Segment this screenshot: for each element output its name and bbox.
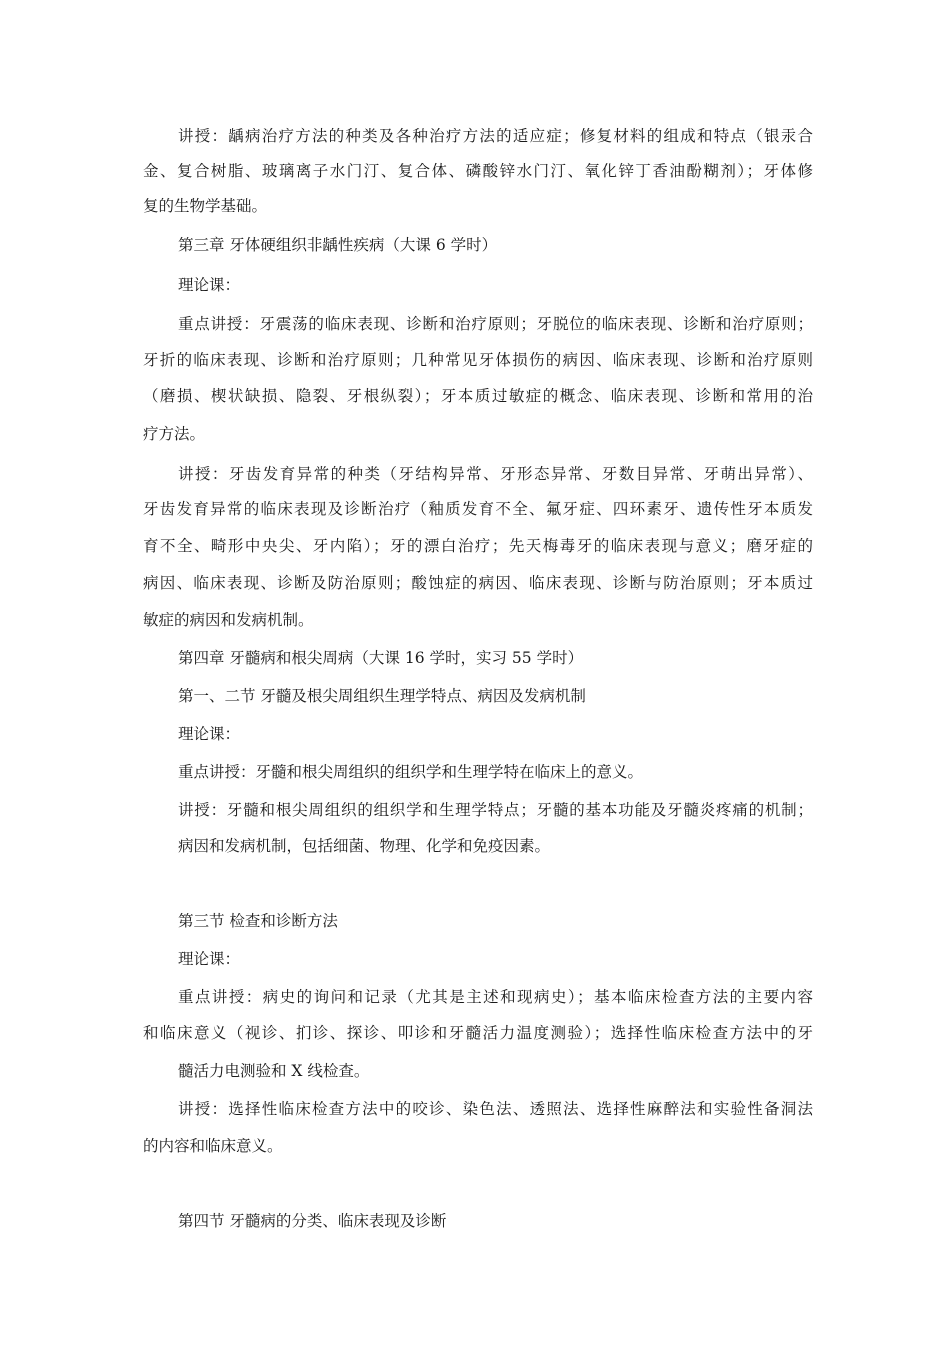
section-label: 理论课： xyxy=(178,725,241,743)
text-line: 病因和发病机制，包括细菌、物理、化学和免疫因素。 xyxy=(178,837,551,855)
text-line: 疗方法。 xyxy=(143,425,206,443)
text-line: 重点讲授：牙震荡的临床表现、诊断和治疗原则；牙脱位的临床表现、诊断和治疗原则； xyxy=(178,315,813,333)
text-line: 牙齿发育异常的临床表现及诊断治疗（釉质发育不全、氟牙症、四环素牙、遗传性牙本质发 xyxy=(143,500,813,518)
text-line: 讲授：选择性临床检查方法中的咬诊、染色法、透照法、选择性麻醉法和实验性备洞法 xyxy=(178,1100,813,1118)
text-line: 牙折的临床表现、诊断和治疗原则；几种常见牙体损伤的病因、临床表现、诊断和治疗原则 xyxy=(143,351,813,369)
text-line: （磨损、楔状缺损、隐裂、牙根纵裂）；牙本质过敏症的概念、临床表现、诊断和常用的治 xyxy=(143,387,813,405)
text-line: 和临床意义（视诊、扪诊、探诊、叩诊和牙髓活力温度测验）；选择性临床检查方法中的牙 xyxy=(143,1024,813,1042)
text-line: 讲授：龋病治疗方法的种类及各种治疗方法的适应症；修复材料的组成和特点（银汞合 xyxy=(178,127,813,145)
text-line: 敏症的病因和发病机制。 xyxy=(143,611,314,629)
text-line: 重点讲授：牙髓和根尖周组织的组织学和生理学特在临床上的意义。 xyxy=(178,763,644,781)
section-label: 理论课： xyxy=(178,276,241,294)
text-line: 金、复合树脂、玻璃离子水门汀、复合体、磷酸锌水门汀、氧化锌丁香油酚糊剂）；牙体修 xyxy=(143,162,813,180)
section-heading: 第一、二节 牙髓及根尖周组织生理学特点、病因及发病机制 xyxy=(178,687,586,705)
chapter-heading: 第三章 牙体硬组织非龋性疾病（大课 6 学时） xyxy=(178,236,498,254)
text-line: 育不全、畸形中央尖、牙内陷）；牙的漂白治疗；先天梅毒牙的临床表现与意义；磨牙症的 xyxy=(143,537,813,555)
text-line: 重点讲授：病史的询问和记录（尤其是主述和现病史）；基本临床检查方法的主要内容 xyxy=(178,988,813,1006)
text-line: 病因、临床表现、诊断及防治原则；酸蚀症的病因、临床表现、诊断与防治原则；牙本质过 xyxy=(143,574,813,592)
section-label: 理论课： xyxy=(178,950,241,968)
section-heading: 第四节 牙髓病的分类、临床表现及诊断 xyxy=(178,1212,447,1230)
text-line: 讲授：牙齿发育异常的种类（牙结构异常、牙形态异常、牙数目异常、牙萌出异常）、 xyxy=(178,465,813,483)
text-line: 髓活力电测验和 X 线检查。 xyxy=(178,1062,370,1080)
text-line: 的内容和临床意义。 xyxy=(143,1137,283,1155)
chapter-heading: 第四章 牙髓病和根尖周病（大课 16 学时，实习 55 学时） xyxy=(178,649,584,667)
text-line: 讲授：牙髓和根尖周组织的组织学和生理学特点；牙髓的基本功能及牙髓炎疼痛的机制； xyxy=(178,801,813,819)
section-heading: 第三节 检查和诊断方法 xyxy=(178,912,338,930)
text-line: 复的生物学基础。 xyxy=(143,197,268,215)
